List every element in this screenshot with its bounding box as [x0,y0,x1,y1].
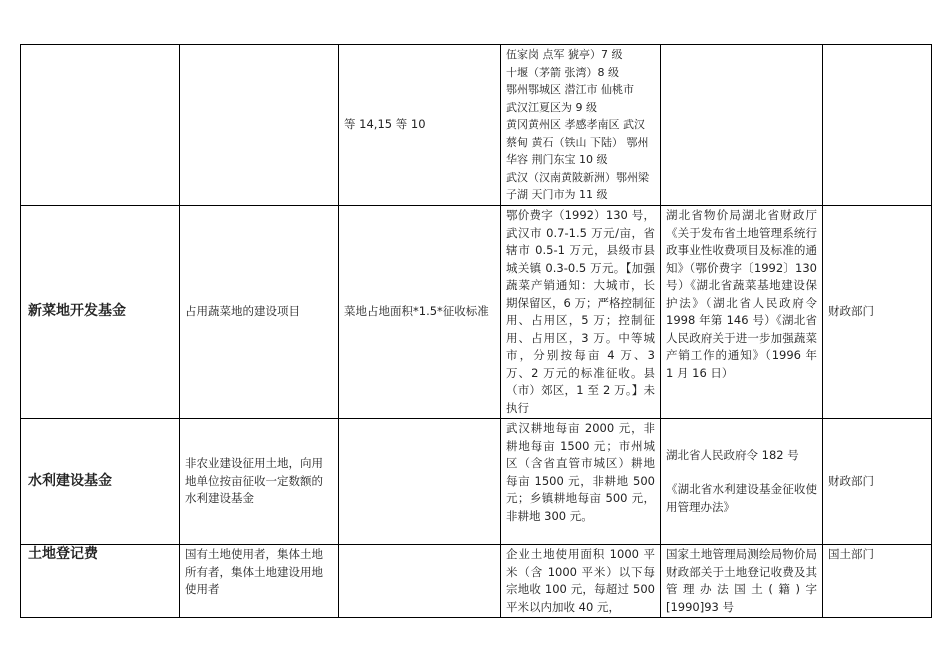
standard-cell: 菜地占地面积*1.5*征收标准 [339,206,501,419]
fee-name-cell: 新菜地开发基金 [21,206,180,419]
standard-cell [339,419,501,545]
fee-table [20,44,932,618]
standard-cell [339,545,501,618]
detail-cell: 鄂价费字（1992）130 号，武汉市 0.7-1.5 万元/亩，省辖市 0.5-1 万元，县级市县城关镇 0.3-0.5 万元。【加强蔬菜产销通知：大城市，长期保留区，6 万；严格控制征用、占用区，5 万；控制征用、占用区，3 万。中等城市，分别按每亩 4 万、3 万、2 万元的标准征收。县（市）郊区，1 至 2 万。】未执行 [501,206,661,419]
detail-cell: 武汉耕地每亩 2000 元，非耕地每亩 1500 元；市州城区（含省直管市城区）耕地每亩 1500 元，非耕地 500 元；乡镇耕地每亩 500 元，非耕地 300 元。 [501,419,661,545]
department-cell: 国土部门 [823,545,932,618]
basis-cell [661,45,823,206]
table-row [21,45,932,206]
detail-line: 武汉江夏区为 9 级 [506,100,597,114]
department-cell: 财政部门 [823,206,932,419]
detail-cell: 企业土地使用面积 1000 平米（含 1000 平米）以下每宗地收 100 元，每超过 500 平米以内加收 40 元， [501,545,661,618]
fee-name-cell [21,45,180,206]
basis-line: 《湖北省水利建设基金征收使用管理办法》 [666,482,817,514]
detail-line: 蔡甸 黄石（铁山 下陆） 鄂州 [506,135,649,149]
detail-line: 黄冈黄州区 孝感孝南区 武汉 [506,118,645,131]
department-cell: 财政部门 [823,419,932,545]
scope-cell: 占用蔬菜地的建设项目 [180,206,339,419]
detail-line: 鄂州鄂城区 潜江市 仙桃市 [506,83,634,96]
detail-line: 武汉（汉南黄陂新洲）鄂州梁 [506,170,649,184]
detail-line: 伍家岗 点军 猇亭）7 级 [506,48,623,61]
basis-cell [661,419,823,545]
basis-cell: 国家土地管理局测绘局物价局财政部关于土地登记收费及其管理办法国土(籍)字[1990]93 号 [661,545,823,618]
scope-cell [180,45,339,206]
fee-name-cell: 土地登记费 [21,545,180,618]
scope-cell: 国有土地使用者，集体土地所有者，集体土地建设用地使用者 [180,545,339,618]
table-row [21,419,932,545]
basis-spacer [666,464,817,481]
scope-cell: 非农业建设征用土地，向用地单位按亩征收一定数额的水利建设基金 [180,419,339,545]
table-row [21,206,932,419]
fee-name-cell: 水利建设基金 [21,419,180,545]
detail-line: 十堰（茅箭 张湾）8 级 [506,65,619,79]
department-cell [823,45,932,206]
basis-cell: 湖北省物价局湖北省财政厅《关于发布省土地管理系统行政事业性收费项目及标准的通知》（鄂价费字〔1992〕130 号）《湖北省蔬菜基地建设保护法》（湖北省人民政府令 1998 年第 146 号）《湖北省人民政府关于进一步加强蔬菜产销工作的通知》（1996 年 1 月 16 日） [661,206,823,419]
detail-line: 华容 荆门东宝 10 级 [506,153,608,166]
detail-line: 子湖 天门市为 11 级 [506,188,608,201]
standard-cell: 等 14,15 等 10 [339,45,501,206]
table-row [21,545,932,618]
detail-cell [501,45,661,206]
basis-line: 湖北省人民政府令 182 号 [666,447,799,462]
